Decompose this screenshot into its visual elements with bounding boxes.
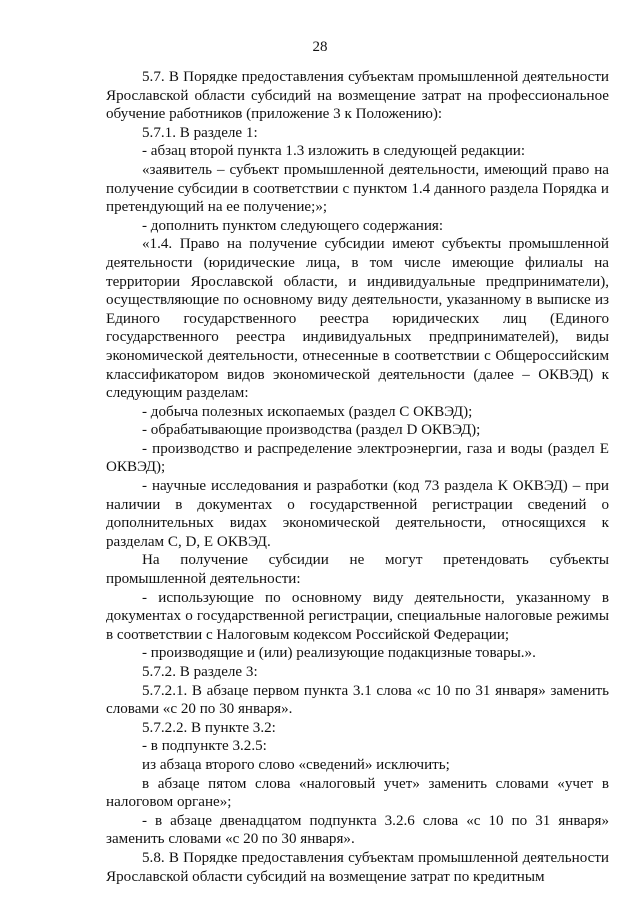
list-item-proizvodstvo-energii: - производство и распределение электроэнергии, газа и воды (раздел E ОКВЭД);	[106, 440, 609, 476]
paragraph-ne-mogut-pretendovat: На получение субсидии не могут претендовать субъекты промышленной деятельности:	[106, 552, 609, 588]
paragraph-1-4: «1.4. Право на получение субсидии имеют субъекты промышленной деятельности (юридические лица, в том числе имеющие филиалы на территории Ярославской области, и индивидуальные предприниматели), осуществляющие по основному виду деятельности, указанному в выписке из Единого государственного реестра юридических лиц (Единого государственного реестра индивидуальных предпринимателей), виды экономической деятельности, отнесенные в соответствии с Общероссийским классификатором видов экономической деятельности (далее – ОКВЭД) к следующим разделам:	[106, 236, 609, 402]
paragraph-dopolnit: - дополнить пунктом следующего содержания:	[142, 217, 444, 234]
paragraph-5-7-2-1: 5.7.2.1. В абзаце первом пункта 3.1 слова «с 10 по 31 января» заменить словами «с 20 по 30 января».	[106, 682, 609, 718]
list-item-nalogovye-rezhimy: - использующие по основному виду деятельности, указанному в документах о государственной регистрации, специальные налоговые режимы в соответствии с Налоговым кодексом Российской Федерации;	[106, 589, 609, 643]
list-item-dobycha: - добыча полезных ископаемых (раздел С ОКВЭД);	[142, 403, 473, 420]
paragraph-5-7-1: 5.7.1. В разделе 1:	[142, 124, 258, 141]
document-body	[106, 68, 609, 886]
paragraph-abzac-vtoroi: - абзац второй пункта 1.3 изложить в следующей редакции:	[142, 143, 526, 160]
paragraph-zayavitel: «заявитель – субъект промышленной деятельности, имеющий право на получение субсидии в соответствии с пунктом 1.4 данного раздела Порядка и претендующий на ее получение;»;	[106, 161, 609, 216]
paragraph-5-7-2: 5.7.2. В разделе 3:	[142, 664, 258, 680]
paragraph-podpunkt-3-2-5: - в подпункте 3.2.5:	[142, 738, 267, 755]
list-item-nauchnye-issledovaniya: - научные исследования и разработки (код 73 раздела К ОКВЭД) – при наличии в документах о государственной регистрации сведений о дополнительных видах экономической деятельности, относящихся к разделам C, D, E ОКВЭД.	[106, 478, 609, 550]
paragraph-abzac-pyatyi: в абзаце пятом слова «налоговый учет» заменить словами «учет в налоговом органе»;	[106, 775, 609, 811]
paragraph-5-8: 5.8. В Порядке предоставления субъектам промышленной деятельности Ярославской области субсидий на возмещение затрат по кредитным	[106, 849, 609, 885]
list-item-podakciznye-tovary: - производящие и (или) реализующие подакцизные товары.».	[142, 645, 536, 662]
paragraph-5-7-2-2: 5.7.2.2. В пункте 3.2:	[142, 719, 276, 736]
list-item-obrabatyvayushchie: - обрабатывающие производства (раздел D ОКВЭД);	[142, 422, 481, 439]
page-number: 28	[312, 39, 328, 55]
paragraph-iz-abzaca-vtorogo: из абзаца второго слово «сведений» исключить;	[142, 756, 450, 773]
paragraph-5-7: 5.7. В Порядке предоставления субъектам промышленной деятельности Ярославской области субсидий на возмещение затрат на профессиональное обучение работников (приложение 3 к Положению):	[106, 69, 609, 123]
paragraph-abzac-dvenadcatyi: - в абзаце двенадцатом подпункта 3.2.6 слова «с 10 по 31 января» заменить словами «с 20 по 30 января».	[106, 812, 609, 848]
